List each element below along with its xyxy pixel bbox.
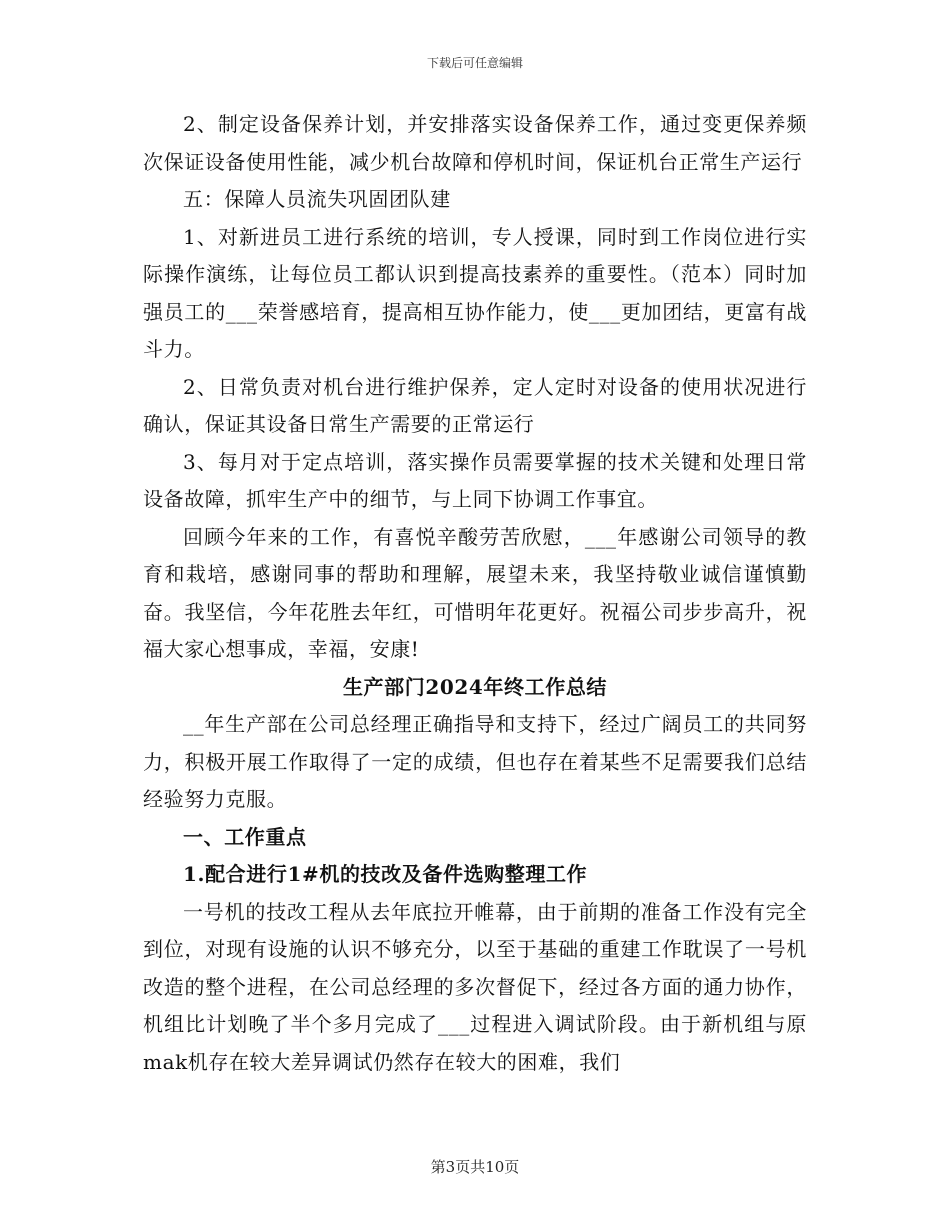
paragraph-intro: __年生产部在公司总经理正确指导和支持下，经过广阔员工的共同努力，积极开展工作取得了一定的成绩，但也存在着某些不足需要我们总结经验努力克服。 [143, 712, 807, 811]
paragraph-section-five: 五：保障人员流失巩固团队建 [183, 187, 451, 211]
section-heading-work-focus: 一、工作重点 [183, 824, 307, 849]
document-title: 生产部门2024年终工作总结 [342, 674, 608, 699]
paragraph-training: 1、对新进员工进行系统的培训，专人授课，同时到工作岗位进行实际操作演练，让每位员工都认识到提高技素养的重要性。（范本）同时加强员工的___荣誉感培育，提高相互协作能力，使___更加团结，更富有战斗力。 [143, 224, 807, 361]
paragraph-machine-upgrade: 一号机的技改工程从去年底拉开帷幕，由于前期的准备工作没有完全到位，对现有设施的认识不够充分，以至于基础的重建工作耽误了一号机改造的整个进程，在公司总经理的多次督促下，经过各方面的通力协作，机组比计划晚了半个多月完成了___过程进入调试阶段。由于新机组与原mak机存在较大差异调试仍然存在较大的困难，我们 [143, 899, 807, 1074]
paragraph-maintenance-plan: 2、制定设备保养计划，并安排落实设备保养工作，通过变更保养频次保证设备使用性能，减少机台故障和停机时间，保证机台正常生产运行 [143, 112, 807, 174]
paragraph-daily-maintenance: 2、日常负责对机台进行维护保养，定人定时对设备的使用状况进行确认，保证其设备日常生产需要的正常运行 [143, 374, 807, 436]
subsection-heading-machine-upgrade: 1.配合进行1#机的技改及备件选购整理工作 [183, 862, 588, 886]
document-body [143, 106, 807, 1081]
page-number: 第3页共10页 [430, 1158, 520, 1176]
paragraph-review: 回顾今年来的工作，有喜悦辛酸劳苦欣慰，___年感谢公司领导的教育和栽培，感谢同事的帮助和理解，展望未来，我坚持敬业诚信谨慎勤奋。我坚信，今年花胜去年红，可惜明年花更好。祝福公司步步高升，祝福大家心想事成，幸福，安康! [143, 524, 807, 661]
page-header-note: 下载后可任意编辑 [426, 56, 523, 70]
paragraph-monthly-training: 3、每月对于定点培训，落实操作员需要掌握的技术关键和处理日常设备故障，抓牢生产中的细节，与上同下协调工作事宜。 [143, 449, 807, 511]
